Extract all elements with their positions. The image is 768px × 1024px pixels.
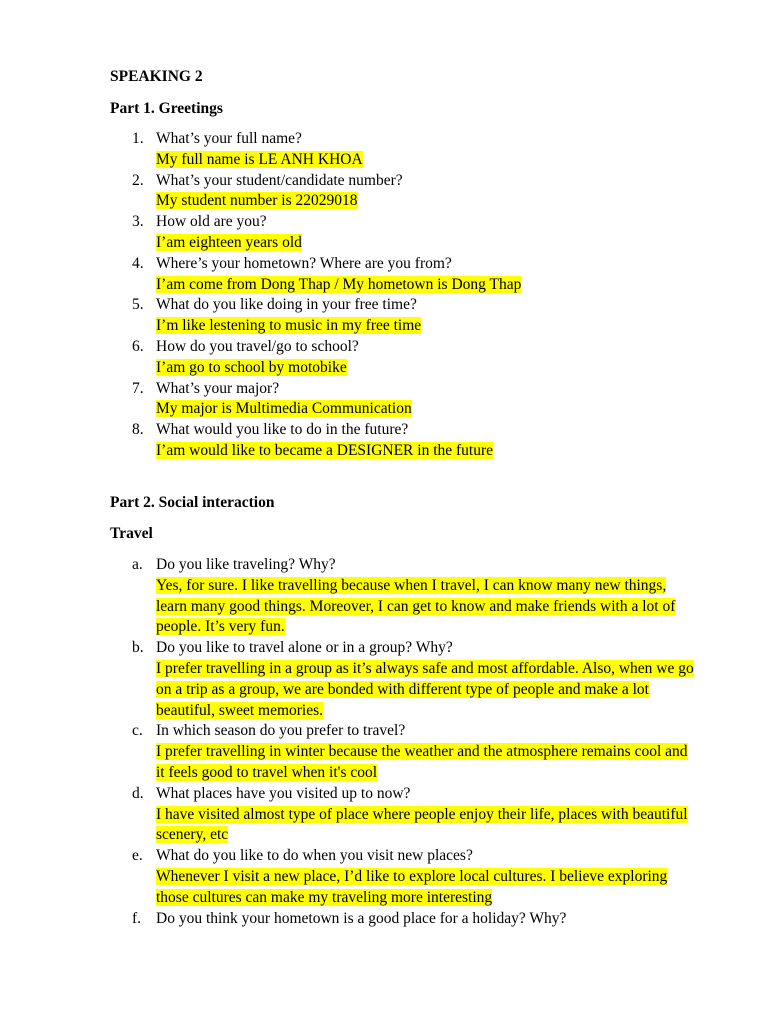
question-text: What do you like to do when you visit new places? [156, 847, 473, 865]
list-marker: 7. [132, 379, 144, 397]
answer-block [156, 150, 696, 171]
list-item [0, 212, 696, 254]
document-title: SPEAKING 2 [110, 68, 203, 85]
list-item [0, 420, 696, 462]
list-item [0, 295, 696, 337]
list-item [0, 909, 696, 930]
answer-block [156, 576, 696, 638]
list-marker: e. [132, 847, 143, 865]
question-text: Do you like to travel alone or in a group? Why? [156, 639, 453, 657]
part2-question-list [0, 555, 768, 929]
list-item [0, 784, 696, 846]
question-text: Where’s your hometown? Where are you from? [156, 254, 452, 272]
answer-block [156, 805, 696, 847]
question-text: What’s your full name? [156, 130, 302, 147]
question-text: What do you like doing in your free time? [156, 296, 417, 314]
highlighted-answer: I’am would like to became a DESIGNER in the future [156, 441, 494, 459]
highlighted-answer: I’am eighteen years old [156, 233, 302, 251]
list-marker: 6. [132, 337, 144, 355]
highlighted-answer: Whenever I visit a new place, I’d like to explore local cultures. I believe exploring those cultures can make my traveling more interesting [156, 867, 668, 906]
question-text: What places have you visited up to now? [156, 784, 411, 802]
list-marker: 3. [132, 213, 144, 231]
part2-subheading-travel: Travel [110, 525, 153, 542]
highlighted-answer: My full name is LE ANH KHOA [156, 150, 363, 168]
highlighted-answer: I prefer travelling in a group as it’s always safe and most affordable. Also, when we go on a trip as a group, we are bonded with different type of people and make a lot beautiful, sweet memories. [156, 659, 694, 719]
list-marker: 5. [132, 296, 144, 314]
list-item [0, 337, 696, 379]
answer-block [156, 191, 696, 212]
list-item [0, 129, 696, 171]
answer-block [156, 233, 696, 254]
list-item [0, 171, 696, 213]
question-text: Do you like traveling? Why? [156, 556, 336, 573]
highlighted-answer: I prefer travelling in winter because the weather and the atmosphere remains cool and it feels good to travel when it's cool [156, 743, 688, 781]
highlighted-answer: I have visited almost type of place where people enjoy their life, places with beautiful scenery, etc [156, 805, 688, 844]
answer-block [156, 358, 696, 379]
part1-heading: Part 1. Greetings [110, 100, 223, 117]
answer-block [156, 275, 696, 296]
answer-block [156, 742, 696, 784]
question-text: What’s your student/candidate number? [156, 171, 403, 189]
part2-heading: Part 2. Social interaction [110, 494, 275, 511]
highlighted-answer: I’m like lestening to music in my free time [156, 317, 422, 335]
answer-block [156, 316, 696, 337]
question-text: How old are you? [156, 213, 267, 231]
part1-question-list [0, 129, 768, 462]
answer-block [156, 867, 696, 909]
question-text: What’s your major? [156, 379, 280, 397]
list-marker: 8. [132, 421, 144, 439]
answer-block [156, 441, 696, 462]
list-marker: d. [132, 784, 144, 802]
list-item [0, 846, 696, 908]
highlighted-answer: Yes, for sure. I like travelling because when I travel, I can know many new things, learn many good things. Moreover, I can get to know and make friends with a lot of people. It’s very fun. [156, 576, 676, 636]
highlighted-answer: I’am come from Dong Thap / My hometown is Dong Thap [156, 275, 522, 293]
highlighted-answer: My student number is 22029018 [156, 192, 358, 210]
list-item [0, 379, 696, 421]
list-item [0, 555, 696, 638]
answer-block [156, 659, 696, 721]
list-marker: 2. [132, 171, 144, 189]
question-text: How do you travel/go to school? [156, 337, 359, 355]
list-marker: a. [132, 556, 143, 573]
question-text: In which season do you prefer to travel? [156, 722, 406, 740]
question-text: Do you think your hometown is a good place for a holiday? Why? [156, 909, 567, 927]
highlighted-answer: My major is Multimedia Communication [156, 400, 412, 418]
list-item [0, 254, 696, 296]
question-text: What would you like to do in the future? [156, 421, 409, 439]
list-marker: b. [132, 639, 144, 657]
list-marker: 4. [132, 254, 144, 272]
highlighted-answer: I’am go to school by motobike [156, 358, 347, 376]
list-marker: f. [132, 909, 142, 927]
list-item [0, 721, 696, 783]
list-marker: 1. [132, 130, 144, 147]
list-marker: c. [132, 722, 143, 740]
answer-block [156, 399, 696, 420]
list-item [0, 638, 696, 721]
